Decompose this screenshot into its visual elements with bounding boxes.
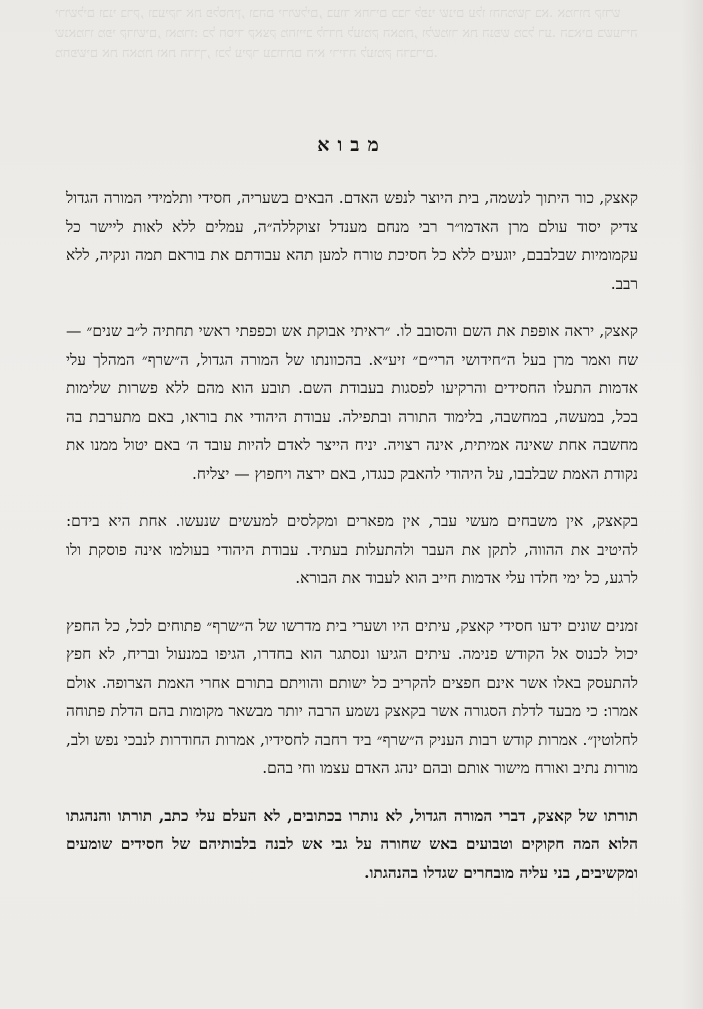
paragraph-5: תורתו של קאצק, דברי המורה הגדול, לא נותרו בכתובים, לא העלם עלי כתב, תורתו והנהגתו הלוא המה חקוקים וטבועים באש שחורה על גבי אש לבנה בלבותיהם של חסידים שומעים ומקשיבים, בני עליה מובחרים שגדלו בהנהגתו. <box>66 806 638 882</box>
paragraph-4: זמנים שונים ידעו חסידי קאצק, עיתים היו ושערי בית מדרשו של ה״שרף״ פתוחים לכל, כל החפץ יכול לכנוס אל הקודש פנימה. עיתים הגיעו ונסתגר הוא בחדרו, הגיפו במנעול ובריח, לא חפץ להתעסק באלו אשר אינם חפצים להקריב כל ישותם והוויתם בתורם אחרי האמת הצרופה. אולם אמרו: כי מבעד לדלת הסגורה אשר בקאצק נשמע הרבה יותר מבשאר מקומות בהם הדלת פתוחה לחלוטין״. אמרות קודש רבות העניק ה״שרף״ ביד רחבה לחסידיו, אמרות החודרות לנבכי נפש ולב, מורות נתיב ואורח מישור אותם ובהם ינהג האדם עצמו וחי בהם. <box>66 616 638 777</box>
page-spine-shadow <box>681 0 703 1009</box>
page-content <box>66 130 638 906</box>
page-title: מבוא <box>317 134 387 156</box>
paragraph-1: קאצק, כור היתוך לנשמה, בית היוצר לנפש האדם. הבאים בשעריה, חסידי ותלמידי המורה הגדול צדיק יסוד עולם מרן האדמו״ר רבי מנחם מענדל זצוקללה״ה, עמלים ללא לאות ליישר כל עקמומיות שבלבבם, יוגעים ללא כל חסיכת טורח למען תהא עבודתם את בוראם תמה ונקיה, ללא רבב. <box>66 189 638 293</box>
paragraph-3: בקאצק, אין משבחים מעשי עבר, אין מפארים ומקלסים למעשים שנעשו. אחת היא בידם: להיטיב את ההווה, לתקן את העבר ולהתעלות בעתיד. עבודת היהודי בעולמו אינה פוסקת ולו לרגע, כל ימי חלדו עלי אדמות חייב הוא לעבוד את הבורא. <box>66 512 638 587</box>
bleed-through-text: ירושלים ובני ברק, ובעיקר את פלסתין, ובהם ירושלים, בעוד אחרים כבר לפני שנים עלו וההמשך בא. אמרות קודש שנאמרו מפי קדושים, ואמרו: כל חסיד קאצק מחוייב לרדת לעומק האמת, ולשמור את הנפש מכל רע. הבאים בשעריה מחפשים את האמת ואת הדרך, וכל עיקר עבודתם היא ירידה לעומק הדברים. <box>55 6 638 61</box>
paragraph-2: קאצק, יראה אופפת את השם והסובב לו. ״ראיתי אבוקת אש וכפפתי ראשי תחתיה ל״ב שנים״ — שח ואמר מרן בעל ה״חידושי הרי״ם״ זיע״א. בהכוונתו של המורה הגדול, ה״שרף״ המהלך עלי אדמות התעלו החסידים והרקיעו לפסגות בעבודת השם. תובע הוא מהם ללא פשרות שלימות בכל, במעשה, במחשבה, בלימוד התורה ובתפילה. עבודת היהודי את בוראו, באם מתערבת בה מחשבה אחת שאינה אמיתית, אינה רצויה. יניח הייצר לאדם להיות עובד ה׳ באם יטול ממנו את נקודת האמת שבלבבו, על היהודי להאבק כנגדו, באם ירצה ויחפוץ — יצליח. <box>66 322 638 483</box>
